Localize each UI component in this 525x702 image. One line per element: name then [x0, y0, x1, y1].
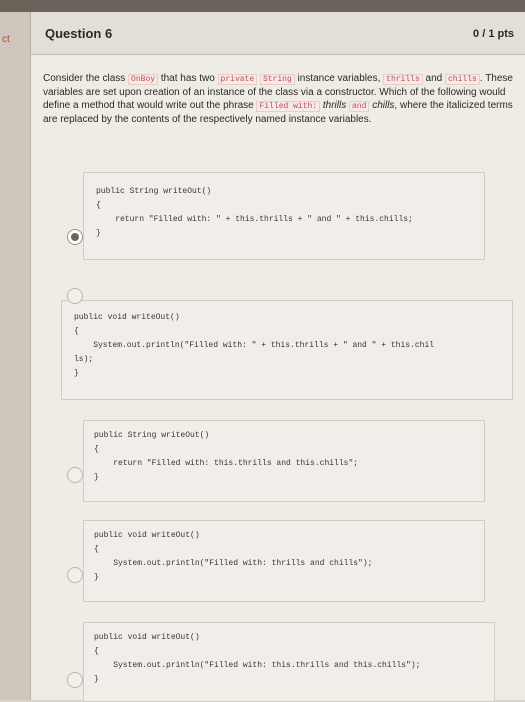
private-keyword: private [218, 74, 258, 85]
answer-option-3[interactable] [83, 420, 485, 502]
answer-option-2[interactable] [61, 300, 513, 400]
question-prompt: Consider the class OnBoy that has two private String instance variables, thrills and chills . These variables are set upon creation of an instance of the class via a constructor. Which of the following would define a method that would write out the phrase Filled with: thrills and chills, where the italicized terms are replaced by the contents of the respectively named instance variables. [43, 73, 513, 125]
answer-radio-1[interactable] [67, 229, 83, 245]
browser-top-strip [0, 0, 525, 12]
answer-radio-5[interactable] [67, 672, 83, 688]
chills-variable: chills [445, 74, 480, 85]
left-sidebar-edge [0, 12, 30, 700]
answer-radio-3[interactable] [67, 467, 83, 483]
answer-code-3: public String writeOut() { return "Filled with: this.thrills and this.chills"; } [94, 431, 359, 482]
answer-code-5: public void writeOut() { System.out.println("Filled with: this.thrills and this.chills"); } [94, 633, 421, 684]
phrase-thrills: thrills [322, 100, 347, 111]
question-title: Question 6 [45, 26, 113, 41]
thrills-variable: thrills [383, 74, 423, 85]
class-name-code: OnBoy [128, 74, 158, 85]
question-card [30, 12, 525, 700]
answer-radio-4[interactable] [67, 567, 83, 583]
answer-code-2: public void writeOut() { System.out.println("Filled with: " + this.thrills + " and " + this.chil ls); } [74, 313, 435, 378]
sidebar-tag: ct [2, 34, 10, 45]
question-points: 0 / 1 pts [473, 28, 514, 40]
string-keyword: String [260, 74, 295, 85]
answer-radio-2[interactable] [67, 288, 83, 304]
answer-code-1: public String writeOut() { return "Filled with: " + this.thrills + " and " + this.chills; } [96, 187, 413, 238]
phrase-code: Filled with: [256, 101, 320, 112]
answer-option-4[interactable] [83, 520, 485, 602]
phrase-chills: chills [372, 100, 395, 111]
answer-option-5[interactable] [83, 622, 495, 702]
answer-option-1[interactable] [83, 172, 485, 260]
question-header [31, 12, 525, 55]
phrase-and: and [349, 101, 369, 112]
answer-code-4: public void writeOut() { System.out.println("Filled with: thrills and chills"); } [94, 531, 373, 582]
